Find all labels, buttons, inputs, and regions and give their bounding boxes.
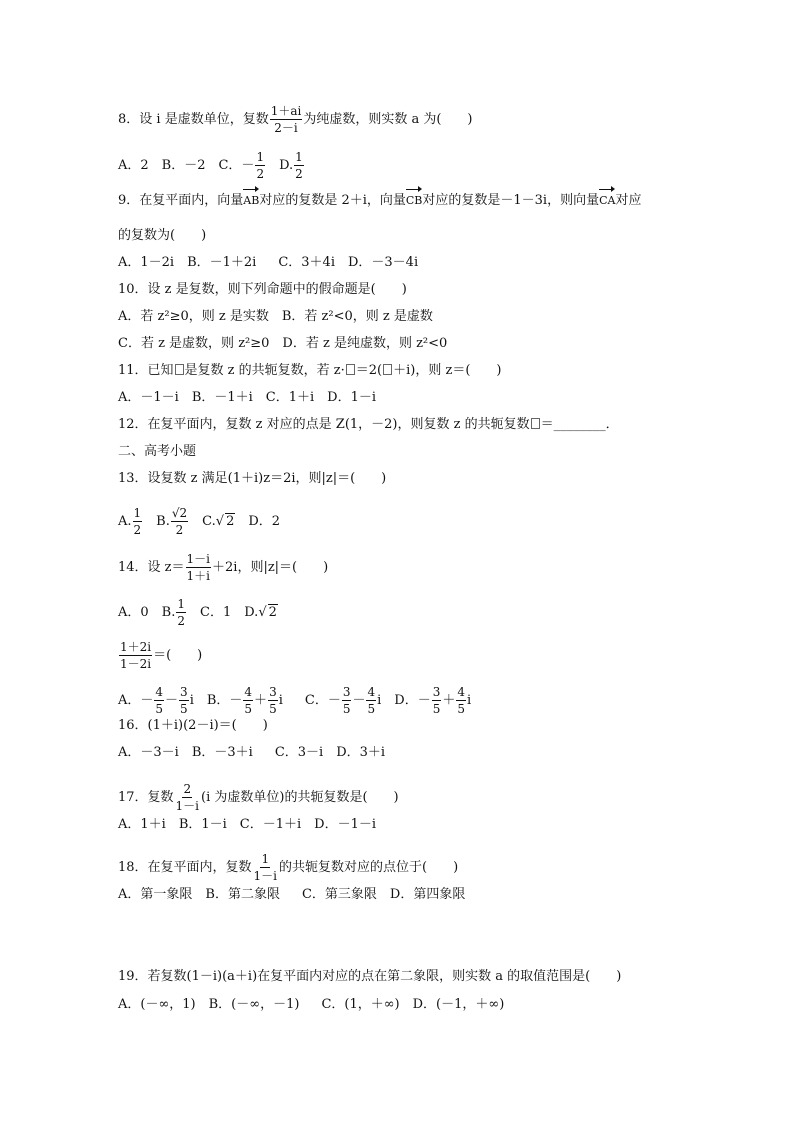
fraction: $\frac{1}{2}$ xyxy=(133,506,142,537)
conjugate-z-symbol xyxy=(346,364,355,375)
question-15: $\frac{1+2i}{1-2i}$ ＝( ) xyxy=(120,640,203,671)
conjugate-z-symbol xyxy=(531,418,540,429)
fraction: $\frac{2}{1-i}$ xyxy=(175,782,200,813)
fraction: $\frac{4}{5}$ xyxy=(155,685,164,716)
question-16: 16．(1＋i)(2－i)＝( ) xyxy=(118,718,268,733)
question-8-options: A．2 B．－2 C．－ $\frac{1}{2}$ D. $\frac{1}{2}$ xyxy=(118,150,303,181)
fraction: $\frac{3}{5}$ xyxy=(432,685,441,716)
question-15-options: A．－ $\frac{4}{5}$ － $\frac{3}{5}$ i B．－ $\frac{4}{5}$ ＋ $\frac{3}{5}$ i C．－ $\frac{3}{5}$ － $\frac{4}{5}$ i D．－ $\frac{3}{5}$ ＋ $\frac{4}{5}$ i xyxy=(118,685,472,716)
question-11-options: A．－1－i B．－1＋i C．1＋i D．1－i xyxy=(118,390,377,405)
question-9-options: A．1－2i B．－1＋2i C．3＋4i D．－3－4i xyxy=(118,255,419,270)
question-10-options-ab: A．若 z²≥0，则 z 是实数 B．若 z²<0，则 z 是虚数 xyxy=(118,309,433,324)
question-9-cont: 的复数为( ) xyxy=(118,228,207,243)
fraction: $\frac{1+2i}{1-2i}$ xyxy=(120,640,152,671)
vector-ca: CA xyxy=(599,194,616,207)
conjugate-z-symbol xyxy=(383,364,392,375)
question-9: 9．在复平面内，向量AB对应的复数是 2＋i，向量CB对应的复数是－1－3i，则向量CA对应 xyxy=(118,193,642,208)
question-10: 10．设 z 是复数，则下列命题中的假命题是( ) xyxy=(118,282,407,297)
section-heading: 二、高考小题 xyxy=(118,444,197,459)
question-12: 12．在复平面内，复数 z 对应的点是 Z(1，－2)，则复数 z 的共轭复数 ＝________． xyxy=(118,417,619,432)
question-18-options: A．第一象限 B．第二象限 C．第三象限 D．第四象限 xyxy=(118,887,466,902)
question-10-options-cd: C．若 z 是虚数，则 z²≥0 D．若 z 是纯虚数，则 z²<0 xyxy=(118,336,448,351)
fraction: $\frac{1-i}{1+i}$ xyxy=(186,552,211,583)
vector-cb: CB xyxy=(405,194,423,207)
conjugate-z-symbol xyxy=(175,364,184,375)
fraction: $\frac{1+ai}{2-i}$ xyxy=(270,104,302,135)
question-13: 13．设复数 z 满足(1＋i)z＝2i，则|z|＝( ) xyxy=(118,471,387,486)
question-16-options: A．－3－i B．－3＋i C．3－i D．3＋i xyxy=(118,745,386,760)
question-text: 8．设 i 是虚数单位，复数 xyxy=(118,112,269,127)
square-root: √ 2 xyxy=(215,514,235,529)
question-text: 为纯虚数，则实数 a 为( ) xyxy=(303,112,473,127)
square-root: √ 2 xyxy=(258,605,277,620)
question-17: 17．复数 $\frac{2}{1-i}$ (i 为虚数单位)的共轭复数是( ) xyxy=(118,782,399,813)
fraction: $\frac{3}{5}$ xyxy=(342,685,351,716)
question-14-options: A．0 B. $\frac{1}{2}$ C．1 D.√ 2 xyxy=(118,597,277,628)
fraction: $\frac{3}{5}$ xyxy=(269,685,277,716)
question-14: 14．设 z＝ $\frac{1-i}{1+i}$ ＋2i，则|z|＝( ) xyxy=(118,552,329,583)
vector-ab: AB xyxy=(243,194,260,207)
question-11: 11．已知 是复数 z 的共轭复数，若 z· ＝2( ＋i)，则 z＝( ) xyxy=(118,363,502,378)
fraction: $\frac{3}{5}$ xyxy=(180,685,188,716)
fraction: $\frac{1}{1-i}$ xyxy=(253,852,278,883)
fraction: $\frac{4}{5}$ xyxy=(367,685,376,716)
question-17-options: A．1＋i B．1－i C．－1＋i D．－1－i xyxy=(118,817,377,832)
fraction: $\frac{4}{5}$ xyxy=(457,685,466,716)
fraction: $\frac{1}{2}$ xyxy=(256,150,265,181)
question-13-options: A. $\frac{1}{2}$ B. $\frac{√2}{2}$ C.√ 2 D．2 xyxy=(118,506,281,537)
fraction: $\frac{1}{2}$ xyxy=(177,597,185,628)
question-18: 18．在复平面内，复数 $\frac{1}{1-i}$ 的共轭复数对应的点位于( ) xyxy=(118,852,459,883)
fraction: $\frac{4}{5}$ xyxy=(244,685,253,716)
question-8 xyxy=(118,104,473,135)
fraction: $\frac{1}{2}$ xyxy=(295,150,303,181)
fraction: $\frac{√2}{2}$ xyxy=(171,506,188,537)
question-19-options: A．(－∞，1) B．(－∞，－1) C．(1，＋∞) D．(－1，＋∞) xyxy=(118,997,505,1012)
question-19: 19．若复数(1－i)(a＋i)在复平面内对应的点在第二象限，则实数 a 的取值范围是( ) xyxy=(118,969,622,984)
